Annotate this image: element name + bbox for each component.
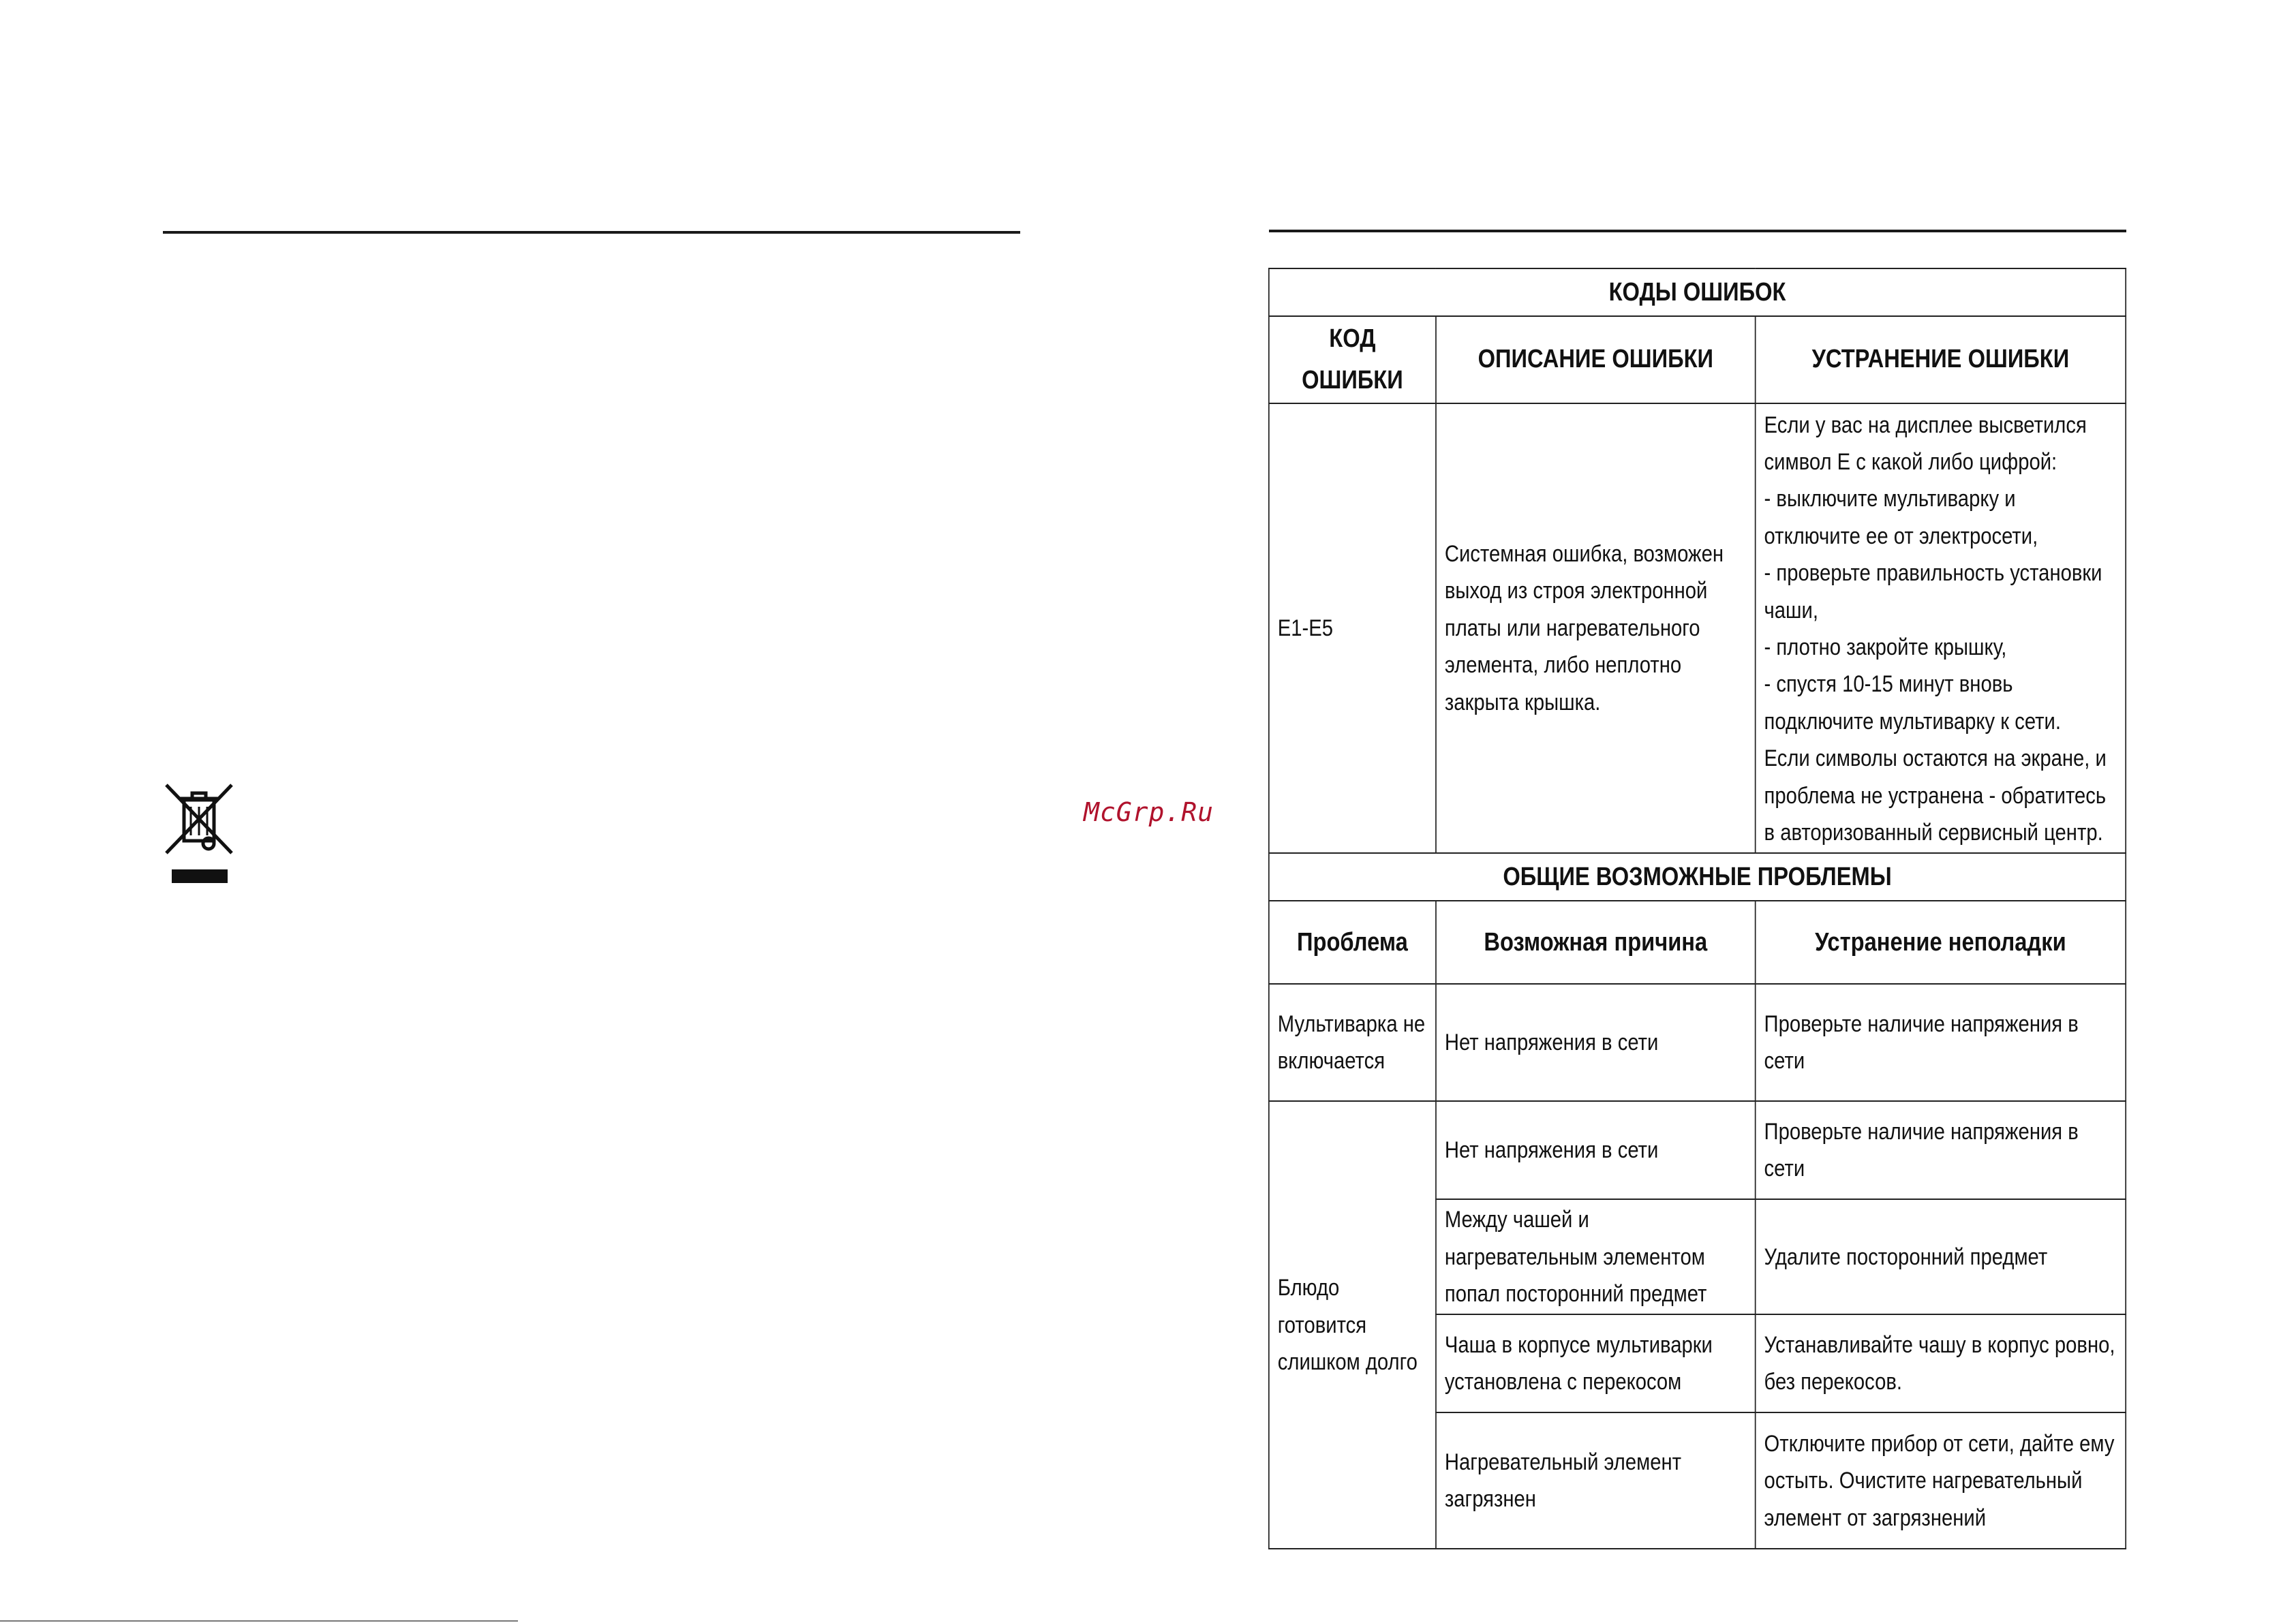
right-page-header-rule [1269,230,2126,232]
cause-cell: Между чашей и нагревательным элементом попал посторонний предмет [1436,1199,1756,1314]
header-error-fix: УСТРАНЕНИЕ ОШИБКИ [1756,316,2126,403]
solution-cell: Проверьте наличие напряжения в сети [1756,1101,2126,1199]
header-problem: Проблема [1269,901,1436,984]
solution-cell: Удалите посторонний предмет [1756,1199,2126,1314]
solution-cell: Устанавливайте чашу в корпус ровно, без перекосов. [1756,1314,2126,1412]
crossed-out-wheelie-bin-icon [164,782,236,884]
common-problems-title: ОБЩИЕ ВОЗМОЖНЫЕ ПРОБЛЕМЫ [1269,853,2126,901]
header-cause: Возможная причина [1436,901,1756,984]
error-description-cell: Системная ошибка, возможен выход из строя электронной платы или нагревательного элемента, либо неплотно закрыта крышка. [1436,403,1756,854]
fix-line: - выключите мультиварку и отключите ее от электросети, [1764,486,2038,549]
bottom-edge-line [0,1620,518,1622]
problem-cell: Блюдо готовится слишком долго [1269,1101,1436,1549]
watermark: McGrp.Ru [1084,797,1214,827]
fix-line: Если у вас на дисплее высветился символ Е с какой либо цифрой: [1764,412,2087,475]
header-solution: Устранение неполадки [1756,901,2126,984]
header-error-description: ОПИСАНИЕ ОШИБКИ [1436,316,1756,403]
solution-cell: Проверьте наличие напряжения в сети [1756,984,2126,1101]
fix-line: - проверьте правильность установки чаши, [1764,560,2102,623]
cause-cell: Нет напряжения в сети [1436,984,1756,1101]
fix-line: - спустя 10-15 минут вновь подключите мультиварку к сети. [1764,671,2061,735]
table-row [1269,403,2126,854]
fix-line: - плотно закройте крышку, [1764,634,2007,660]
fix-line: Если символы остаются на экране, и проблема не устранена - обратитесь в авторизованный сервисный центр. [1764,745,2107,846]
table-row [1269,984,2126,1101]
cause-cell: Нагревательный элемент загрязнен [1436,1412,1756,1549]
header-error-code: КОД ОШИБКИ [1269,316,1436,403]
solution-cell: Отключите прибор от сети, дайте ему остыть. Очистите нагревательный элемент от загрязнений [1756,1412,2126,1549]
error-codes-title: КОДЫ ОШИБОК [1269,268,2126,316]
cause-cell: Нет напряжения в сети [1436,1101,1756,1199]
table-row [1269,1101,2126,1199]
left-page-header-rule [163,231,1020,234]
cause-cell: Чаша в корпусе мультиварки установлена с перекосом [1436,1314,1756,1412]
error-fix-cell [1756,403,2126,854]
problem-cell: Мультиварка не включается [1269,984,1436,1101]
error-codes-table [1268,268,2126,1549]
error-code-cell: E1-E5 [1269,403,1436,854]
